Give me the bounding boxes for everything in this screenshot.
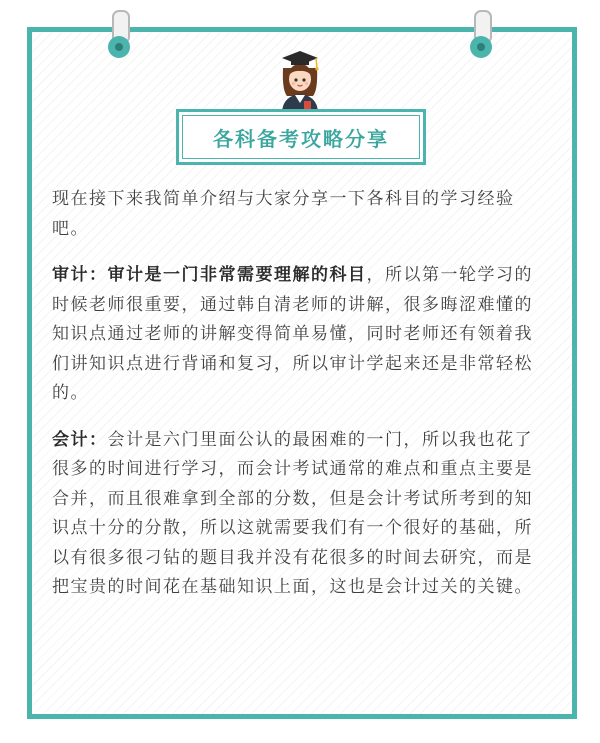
intro-paragraph: 现在接下来我简单介绍与大家分享一下各科目的学习经验吧。 xyxy=(52,189,515,239)
audit-body: ，所以第一轮学习的时候老师很重要，通过韩自清老师的讲解，很多晦涩难懂的知识点通过老师的讲解变得简单易懂，同时老师还有领着我们讲知识点进行背诵和复习，所以审计学起来还是非常轻松的。 xyxy=(52,265,533,403)
audit-paragraph xyxy=(52,261,550,409)
accounting-paragraph xyxy=(52,426,550,603)
audit-label: 审计： xyxy=(52,265,108,285)
graduate-avatar-icon xyxy=(274,46,326,112)
article-body xyxy=(52,185,550,620)
binder-ring-icon xyxy=(470,10,492,52)
audit-emphasis: 审计是一门非常需要理解的科目 xyxy=(107,265,367,285)
section-title-box xyxy=(176,109,426,165)
section-title: 各科备考攻略分享 xyxy=(213,126,389,151)
accounting-body: 会计是六门里面公认的最困难的一门，所以我也花了很多的时间进行学习，而会计考试通常的难点和重点主要是合并，而且很难拿到全部的分数，但是会计考试所考到的知识点十分的分散，所以这就需要我们有一个很好的基础，所以有很多很刁钻的题目我并没有花很多的时间去研究，而是把宝贵的时间花在基础知识上面，这也是会计过关的关键。 xyxy=(52,429,533,597)
binder-ring-icon xyxy=(108,10,130,52)
accounting-label: 会计： xyxy=(52,429,108,450)
